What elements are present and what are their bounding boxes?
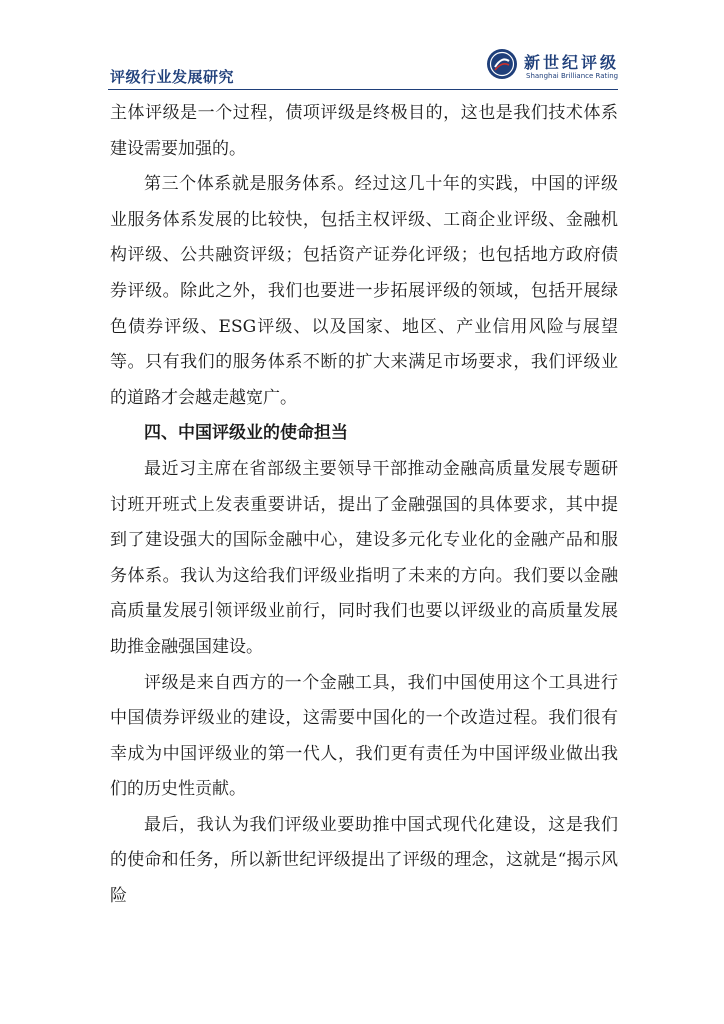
section-heading: 四、中国评级业的使命担当 [144,423,348,444]
document-body [110,96,618,915]
paragraph-western-tool: 评级是来自西方的一个金融工具，我们中国使用这个工具进行中国债券评级业的建设，这需要中国化的一个改造过程。我们很有幸成为中国评级业的第一代人，我们更有责任为中国评级业做出我们的历史性贡献。 [110,672,618,800]
paragraph-financial-power: 最近习主席在省部级主要领导干部推动金融高质量发展专题研讨班开班式上发表重要讲话，提出了金融强国的具体要求，其中提到了建设强大的国际金融中心，建设多元化专业化的金融产品和服务体系。我认为这给我们评级业指明了未来的方向。我们要以金融高质量发展引领评级业前行，同时我们也要以评级业的高质量发展助推金融强国建设。 [110,458,618,657]
logo-chinese-name: 新世纪评级 [524,53,620,72]
paragraph-service-system: 第三个体系就是服务体系。经过这几十年的实践，中国的评级业服务体系发展的比较快，包括主权评级、工商企业评级、金融机构评级、公共融资评级；包括资产证券化评级；也包括地方政府债券评级。除此之外，我们也要进一步拓展评级的领域，包括开展绿色债券评级、ESG评级、以及国家、地区、产业信用风险与展望等。只有我们的服务体系不断的扩大来满足市场要求，我们评级业的道路才会越走越宽广。 [110,174,618,408]
paragraph-continuation: 主体评级是一个过程，债项评级是终极目的，这也是我们技术体系建设需要加强的。 [110,103,618,159]
header-divider [108,89,618,90]
company-logo [486,44,626,86]
paragraph-mission: 最后，我认为我们评级业要助推中国式现代化建设，这是我们的使命和任务，所以新世纪评级提出了评级的理念，这就是“揭示风险 [110,814,618,907]
header-title: 评级行业发展研究 [110,68,235,86]
logo-english-name: Shanghai Brilliance Rating [526,72,619,80]
page-header [0,0,724,92]
logo-emblem-icon [486,48,518,80]
